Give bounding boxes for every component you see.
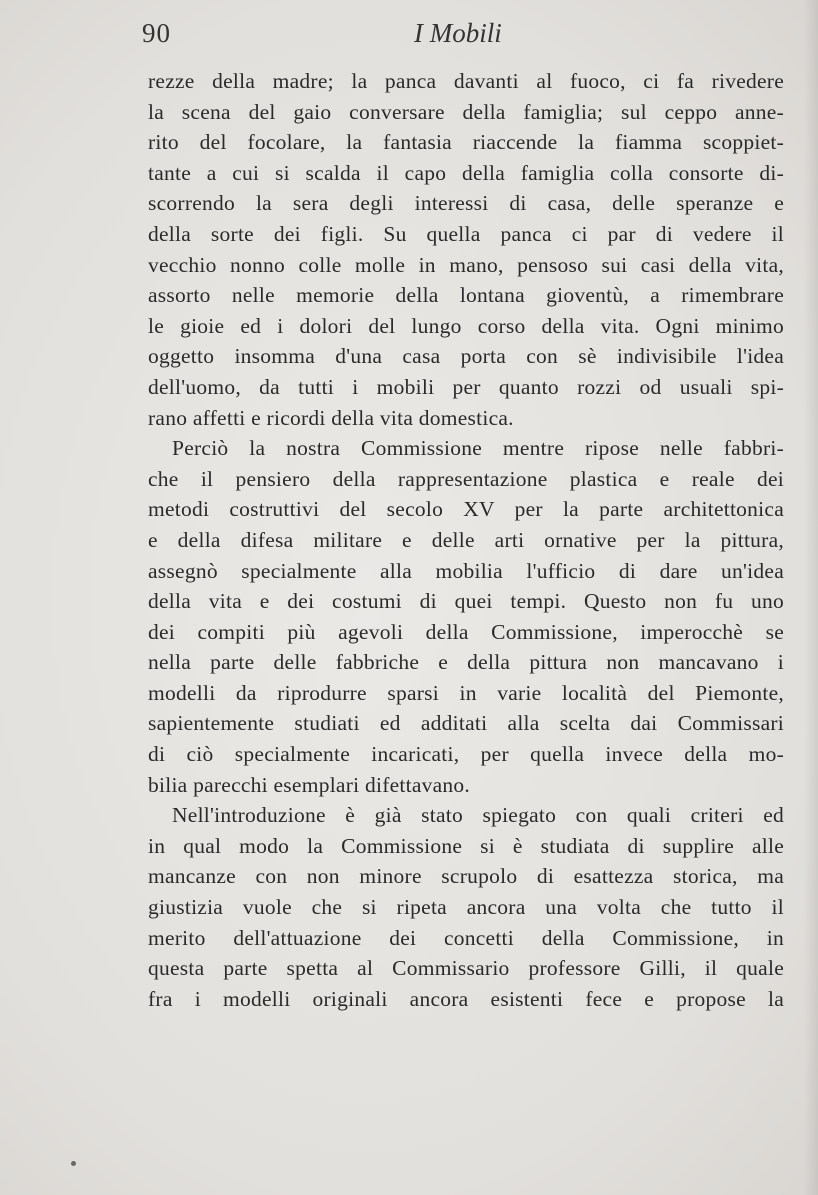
text-line: la scena del gaio conversare della famiglia; sul ceppo anne- [148, 99, 784, 124]
text-line: di ciò specialmente incaricati, per quella invece della mo- [148, 742, 784, 767]
text-line: fra i modelli originali ancora esistenti fece e propose la [148, 986, 784, 1011]
page-number: 90 [142, 18, 171, 48]
text-line: rezze della madre; la panca davanti al fuoco, ci fa rivedere [148, 69, 784, 93]
body-text [148, 66, 784, 1014]
text-line: bilia parecchi esemplari difettavano. [148, 772, 471, 797]
text-line: oggetto insomma d'una casa porta con sè indivisibile l'idea [148, 344, 784, 369]
text-line: Nell'introduzione è già stato spiegato con quali criteri ed [172, 803, 784, 828]
print-speck [71, 1161, 76, 1166]
running-title: I Mobili [414, 18, 502, 48]
text-line: della sorte dei figli. Su quella panca ci par di vedere il [148, 221, 784, 246]
text-line: che il pensiero della rappresentazione plastica e reale dei [148, 466, 784, 491]
text-line: nella parte delle fabbriche e della pittura non mancavano i [148, 650, 784, 675]
text-line: vecchio nonno colle molle in mano, pensoso sui casi della vita, [148, 252, 784, 277]
text-line: e della difesa militare e delle arti ornative per la pittura, [148, 527, 784, 552]
text-line: Perciò la nostra Commissione mentre ripose nelle fabbri- [172, 436, 784, 461]
text-line: in qual modo la Commissione si è studiata di supplire alle [148, 833, 784, 858]
text-line: scorrendo la sera degli interessi di casa, delle speranze e [148, 191, 784, 216]
text-line: rito del focolare, la fantasia riaccende la fiamma scoppiet- [148, 130, 784, 155]
text-line: merito dell'attuazione dei concetti della Commissione, in [148, 925, 784, 950]
text-line: questa parte spetta al Commissario professore Gilli, il quale [148, 956, 784, 981]
text-line: modelli da riprodurre sparsi in varie località del Piemonte, [148, 680, 784, 705]
text-line: dell'uomo, da tutti i mobili per quanto rozzi od usuali spi- [148, 374, 784, 399]
text-line: le gioie ed i dolori del lungo corso della vita. Ogni minimo [148, 313, 784, 338]
text-line: assegnò specialmente alla mobilia l'ufficio di dare un'idea [148, 558, 784, 583]
text-line: giustizia vuole che si ripeta ancora una volta che tutto il [148, 895, 784, 920]
page-edge-shadow [804, 0, 818, 1195]
text-line: dei compiti più agevoli della Commissione, imperocchè se [148, 619, 784, 644]
text-line: sapientemente studiati ed additati alla scelta dai Commissari [148, 711, 784, 736]
text-line: tante a cui si scalda il capo della famiglia colla consorte di- [148, 160, 784, 185]
page-header [0, 14, 818, 54]
text-line: rano affetti e ricordi della vita domestica. [148, 405, 514, 430]
text-line: metodi costruttivi del secolo XV per la parte architettonica [148, 497, 784, 522]
text-line: mancanze con non minore scrupolo di esattezza storica, ma [148, 864, 784, 889]
text-line: della vita e dei costumi di quei tempi. Questo non fu uno [148, 589, 784, 614]
text-line: assorto nelle memorie della lontana gioventù, a rimembrare [148, 283, 784, 308]
